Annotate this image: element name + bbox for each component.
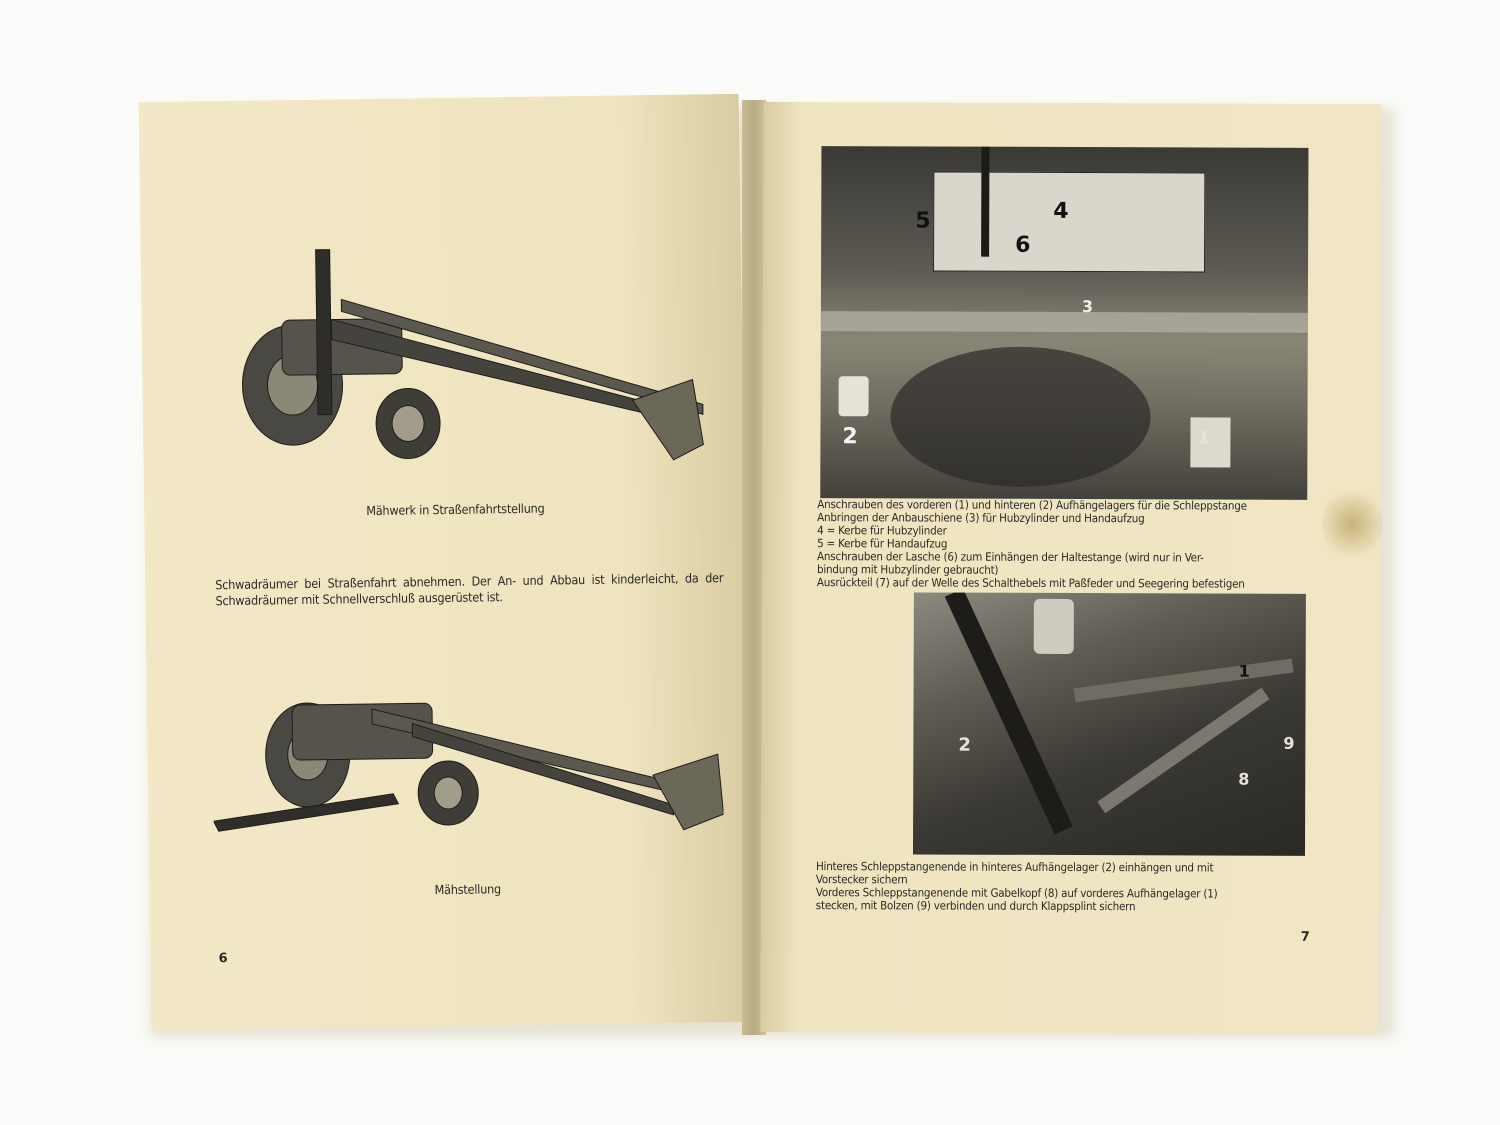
figure1-caption-line: 4 = Kerbe für Hubzylinder	[817, 523, 947, 538]
figure1-caption-line: Anbringen der Anbauschiene (3) für Hubzylinder und Handaufzug	[817, 510, 1145, 526]
paper-stain	[1322, 484, 1382, 564]
tractor-mowing-position-photo	[212, 664, 725, 861]
drawbar-detail-photo	[913, 592, 1306, 855]
figure1-label-5: 5	[915, 208, 931, 234]
left-page	[139, 94, 752, 1030]
figure1-label-4: 4	[1053, 198, 1069, 224]
figure2-caption-line: Vorstecker sichern	[815, 872, 908, 887]
figure1-caption-block	[817, 498, 1317, 591]
figure2-label-9: 9	[1283, 733, 1295, 753]
page-number-left: 6	[218, 951, 228, 967]
figure1-caption-line: 5 = Kerbe für Handaufzug	[817, 536, 948, 551]
figure2-caption-line: Hinteres Schleppstangenende in hinteres Aufhängelager (2) einhängen und mit	[815, 859, 1214, 875]
figure2-caption-line: stecken, mit Bolzen (9) verbinden und durch Klappsplint sichern	[815, 898, 1136, 914]
figure2-label-8: 8	[1238, 769, 1250, 789]
figure1-caption-line: Anschrauben des vorderen (1) und hinteren (2) Aufhängelagers für die Schleppstange	[817, 497, 1247, 513]
figure2-label-2: 2	[958, 734, 971, 756]
figure1-label-1: 1	[1197, 427, 1211, 449]
figure2-caption-line: Vorderes Schleppstangenende mit Gabelkopf (8) auf vorderes Aufhängelager (1)	[815, 885, 1218, 901]
tractor-road-position-photo	[220, 234, 723, 481]
figure1-label-6: 6	[1015, 232, 1031, 258]
mounting-detail-photo	[820, 146, 1308, 500]
figure2-caption: Mähstellung	[434, 881, 502, 898]
figure1-caption-line: bindung mit Hubzylinder gebraucht)	[816, 562, 999, 577]
right-page	[760, 102, 1381, 1034]
figure1-caption: Mähwerk in Straßenfahrtstellung	[366, 500, 545, 519]
figure2-caption-block	[816, 860, 1312, 914]
figure1-caption-line: Anschrauben der Lasche (6) zum Einhängen der Haltestange (wird nur in Ver-	[817, 549, 1204, 565]
page-number-right: 7	[1300, 929, 1310, 945]
figure1-label-3: 3	[1081, 297, 1094, 317]
figure2-label-1: 1	[1238, 661, 1250, 681]
body-paragraph: Schwadräumer bei Straßenfahrt abnehmen. Der An- und Abbau ist kinderleicht, da der Schwadräumer mit Schnellverschluß ausgerüstet ist.	[215, 570, 724, 609]
figure1-label-2: 2	[842, 424, 858, 450]
figure1-caption-line: Ausrückteil (7) auf der Welle des Schalthebels mit Paßfeder und Seegering befestigen	[816, 575, 1245, 591]
